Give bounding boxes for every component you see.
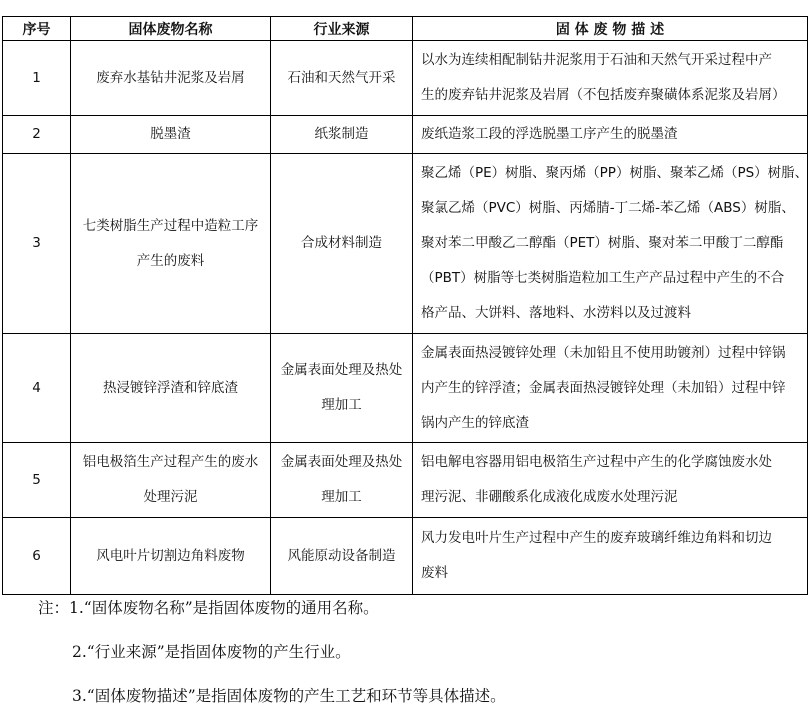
- waste-description-line: 废纸造浆工段的浮选脱墨工序产生的脱墨渣: [421, 126, 678, 142]
- table-row: [3, 443, 808, 518]
- waste-description-line: （PBT）树脂等七类树脂造粒加工生产产品过程中产生的不合: [421, 270, 785, 286]
- industry-source-line: 理加工: [321, 397, 362, 413]
- waste-name: [71, 443, 271, 518]
- row-number: 1: [3, 41, 71, 116]
- notes: [38, 596, 506, 728]
- table-row: [3, 334, 808, 443]
- waste-description-line: 内产生的锌浮渣；金属表面热浸镀锌处理（未加铅）过程中锌: [421, 379, 786, 396]
- waste-name-line: 风电叶片切割边角料废物: [96, 547, 245, 564]
- waste-name-line: 铝电极箔生产过程产生的废水: [82, 454, 259, 470]
- waste-description-line: 聚对苯二甲酸乙二醇酯（PET）树脂、聚对苯二甲酸丁二醇酯: [421, 235, 784, 251]
- waste-description-line: 金属表面热浸镀锌处理（未加铅且不使用助镀剂）过程中锌锅: [421, 344, 786, 361]
- header-description: 固 体 废 物 描 述: [413, 17, 808, 41]
- row-number: 2: [3, 116, 71, 154]
- table-row: [3, 116, 808, 154]
- waste-description-line: 聚氯乙烯（PVC）树脂、丙烯腈-丁二烯-苯乙烯（ABS）树脂、: [421, 200, 795, 216]
- waste-description: [413, 41, 808, 116]
- industry-source-line: 石油和天然气开采: [287, 69, 396, 86]
- industry-source: [271, 154, 413, 334]
- waste-description-line: 铝电解电容器用铝电极箔生产过程中产生的化学腐蚀废水处: [421, 454, 772, 470]
- table-row: [3, 518, 808, 595]
- row-number: 6: [3, 518, 71, 595]
- industry-source-line: 风能原动设备制造: [287, 547, 396, 564]
- waste-name-line: 处理污泥: [143, 489, 198, 505]
- row-number: 5: [3, 443, 71, 518]
- industry-source-line: 金属表面处理及热处: [280, 454, 403, 470]
- waste-description-line: 以水为连续相配制钻井泥浆用于石油和天然气开采过程中产: [421, 52, 772, 68]
- industry-source: [271, 518, 413, 595]
- industry-source: [271, 41, 413, 116]
- waste-description: [413, 116, 808, 154]
- note-1: 注：1.“固体废物名称”是指固体废物的通用名称。: [38, 599, 379, 617]
- note-2: 2.“行业来源”是指固体废物的产生行业。: [72, 643, 351, 661]
- waste-name-line: 七类树脂生产过程中造粒工序: [82, 217, 259, 234]
- waste-description-line: 理污泥、非硼酸系化成液化成废水处理污泥: [421, 489, 678, 505]
- waste-description: [413, 154, 808, 334]
- waste-name-line: 脱墨渣: [150, 126, 191, 142]
- industry-source: [271, 334, 413, 443]
- industry-source: [271, 116, 413, 154]
- solid-waste-table: [2, 16, 808, 595]
- waste-description-line: 格产品、大饼料、落地料、水涝料以及过渡料: [421, 305, 691, 321]
- row-number: 3: [3, 154, 71, 334]
- waste-description-line: 风力发电叶片生产过程中产生的废弃玻璃纤维边角料和切边: [421, 530, 772, 546]
- row-number: 4: [3, 334, 71, 443]
- waste-name-line: 废弃水基钻井泥浆及岩屑: [96, 69, 245, 86]
- header-waste-name: 固体废物名称: [71, 17, 271, 41]
- waste-description-line: 生的废弃钻井泥浆及岩屑（不包括废弃聚磺体系泥浆及岩屑）: [421, 87, 786, 103]
- table-row: [3, 154, 808, 334]
- table-row: [3, 41, 808, 116]
- waste-name: [71, 41, 271, 116]
- industry-source-line: 纸浆制造: [314, 126, 369, 142]
- waste-name: [71, 518, 271, 595]
- industry-source-line: 金属表面处理及热处: [280, 362, 403, 378]
- waste-name: [71, 334, 271, 443]
- waste-description: [413, 518, 808, 595]
- header-industry-source: 行业来源: [271, 17, 413, 41]
- industry-source-line: 理加工: [321, 489, 362, 505]
- waste-description: [413, 334, 808, 443]
- waste-name-line: 热浸镀锌浮渣和锌底渣: [103, 379, 238, 396]
- industry-source-line: 合成材料制造: [301, 235, 382, 251]
- waste-description-line: 聚乙烯（PE）树脂、聚丙烯（PP）树脂、聚苯乙烯（PS）树脂、: [421, 165, 808, 181]
- note-3: 3.“固体废物描述”是指固体废物的产生工艺和环节等具体描述。: [72, 687, 506, 705]
- waste-name-line: 产生的废料: [136, 252, 205, 269]
- header-number: 序号: [3, 17, 71, 41]
- industry-source: [271, 443, 413, 518]
- waste-name: [71, 116, 271, 154]
- waste-description: [413, 443, 808, 518]
- waste-description-line: 锅内产生的锌底渣: [421, 414, 529, 431]
- table-header-row: [3, 17, 808, 41]
- waste-description-line: 废料: [421, 565, 448, 581]
- waste-name: [71, 154, 271, 334]
